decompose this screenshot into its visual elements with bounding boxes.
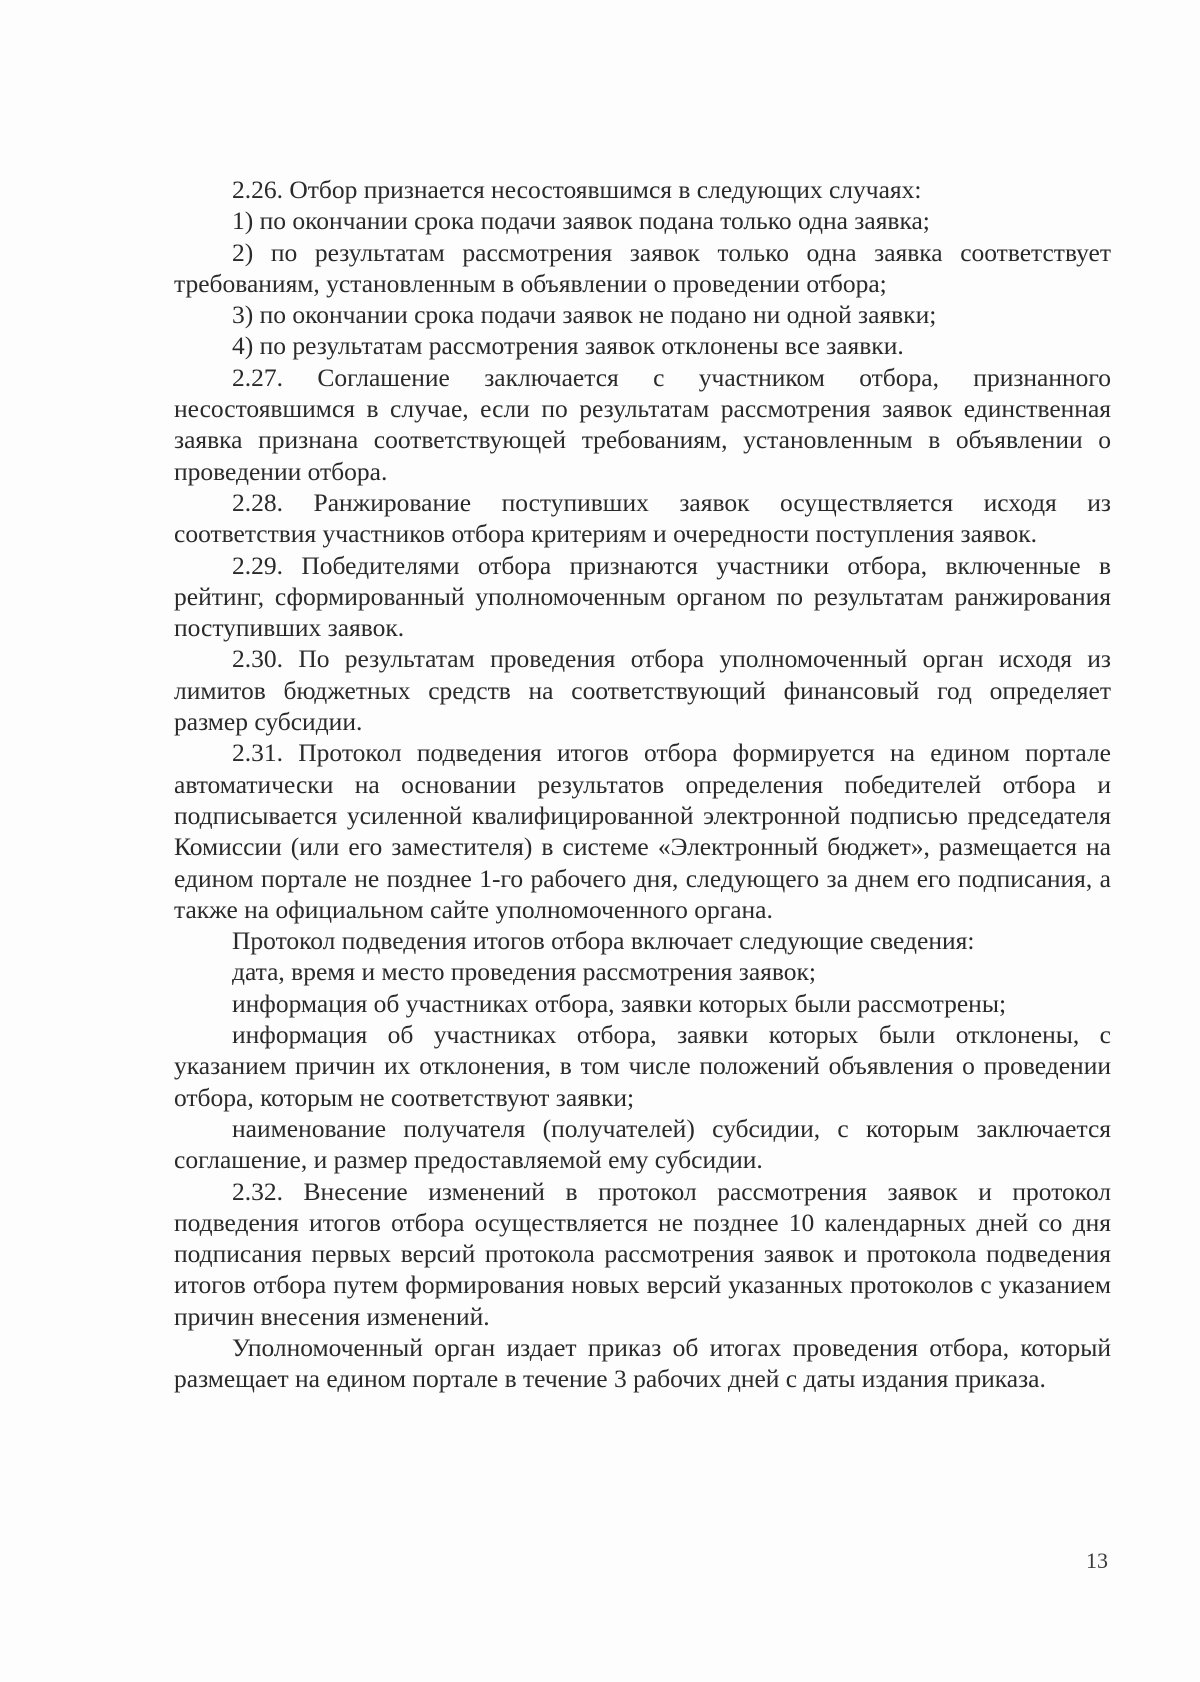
paragraph-2-30: 2.30. По результатам проведения отбора уполномоченный орган исходя из лимитов бюджетных средств на соответствующий финансовый год определяет размер субсидии. <box>174 644 1111 737</box>
document-body <box>174 174 1111 1395</box>
list-item-3: 3) по окончании срока подачи заявок не подано ни одной заявки; <box>232 300 937 330</box>
list-item-4: 4) по результатам рассмотрения заявок отклонены все заявки. <box>232 331 904 361</box>
protocol-item-recipient: наименование получателя (получателей) субсидии, с которым заключается соглашение, и размер предоставляемой ему субсидии. <box>174 1113 1111 1175</box>
protocol-item-date: дата, время и место проведения рассмотрения заявок; <box>232 957 816 987</box>
list-item-2: 2) по результатам рассмотрения заявок только одна заявка соответствует требованиям, установленным в объявлении о проведении отбора; <box>174 237 1111 298</box>
protocol-item-reviewed: информация об участниках отбора, заявки которых были рассмотрены; <box>232 988 1007 1018</box>
paragraph-2-31: 2.31. Протокол подведения итогов отбора формируется на едином портале автоматически на основании результатов определения победителей отбора и подписывается усиленной квалифицированной электронной подписью председателя Комиссии (или его заместителя) в системе «Электронный бюджет», размещается на едином портале не позднее 1-го рабочего дня, следующего за днем его подписания, а также на официальном сайте уполномоченного органа. <box>174 738 1111 924</box>
protocol-item-rejected: информация об участниках отбора, заявки которых были отклонены, с указанием причин их отклонения, в том числе положений объявления о проведении отбора, которым не соответствуют заявки; <box>174 1020 1111 1112</box>
page-number: 13 <box>1086 1548 1108 1573</box>
paragraph-2-28: 2.28. Ранжирование поступивших заявок осуществляется исходя из соответствия участников отбора критериям и очередности поступления заявок. <box>174 487 1111 549</box>
order-paragraph: Уполномоченный орган издает приказ об итогах проведения отбора, который размещает на едином портале в течение 3 рабочих дней с даты издания приказа. <box>174 1332 1111 1394</box>
paragraph-2-27: 2.27. Соглашение заключается с участником отбора, признанного несостоявшимся в случае, если по результатам рассмотрения заявок единственная заявка признана соответствующей требованиям, установленным в объявлении о проведении отбора. <box>174 362 1111 486</box>
paragraph-2-29: 2.29. Победителями отбора признаются участники отбора, включенные в рейтинг, сформированный уполномоченным органом по результатам ранжирования поступивших заявок. <box>174 550 1111 643</box>
paragraph-2-26: 2.26. Отбор признается несостоявшимся в следующих случаях: <box>232 175 922 204</box>
list-item-1: 1) по окончании срока подачи заявок подана только одна заявка; <box>232 206 930 236</box>
paragraph-2-32: 2.32. Внесение изменений в протокол рассмотрения заявок и протокол подведения итогов отбора осуществляется не позднее 10 календарных дней со дня подписания первых версий протокола рассмотрения заявок и протокола подведения итогов отбора путем формирования новых версий указанных протоколов с указанием причин внесения изменений. <box>174 1176 1111 1331</box>
protocol-contents-intro: Протокол подведения итогов отбора включает следующие сведения: <box>232 926 975 956</box>
